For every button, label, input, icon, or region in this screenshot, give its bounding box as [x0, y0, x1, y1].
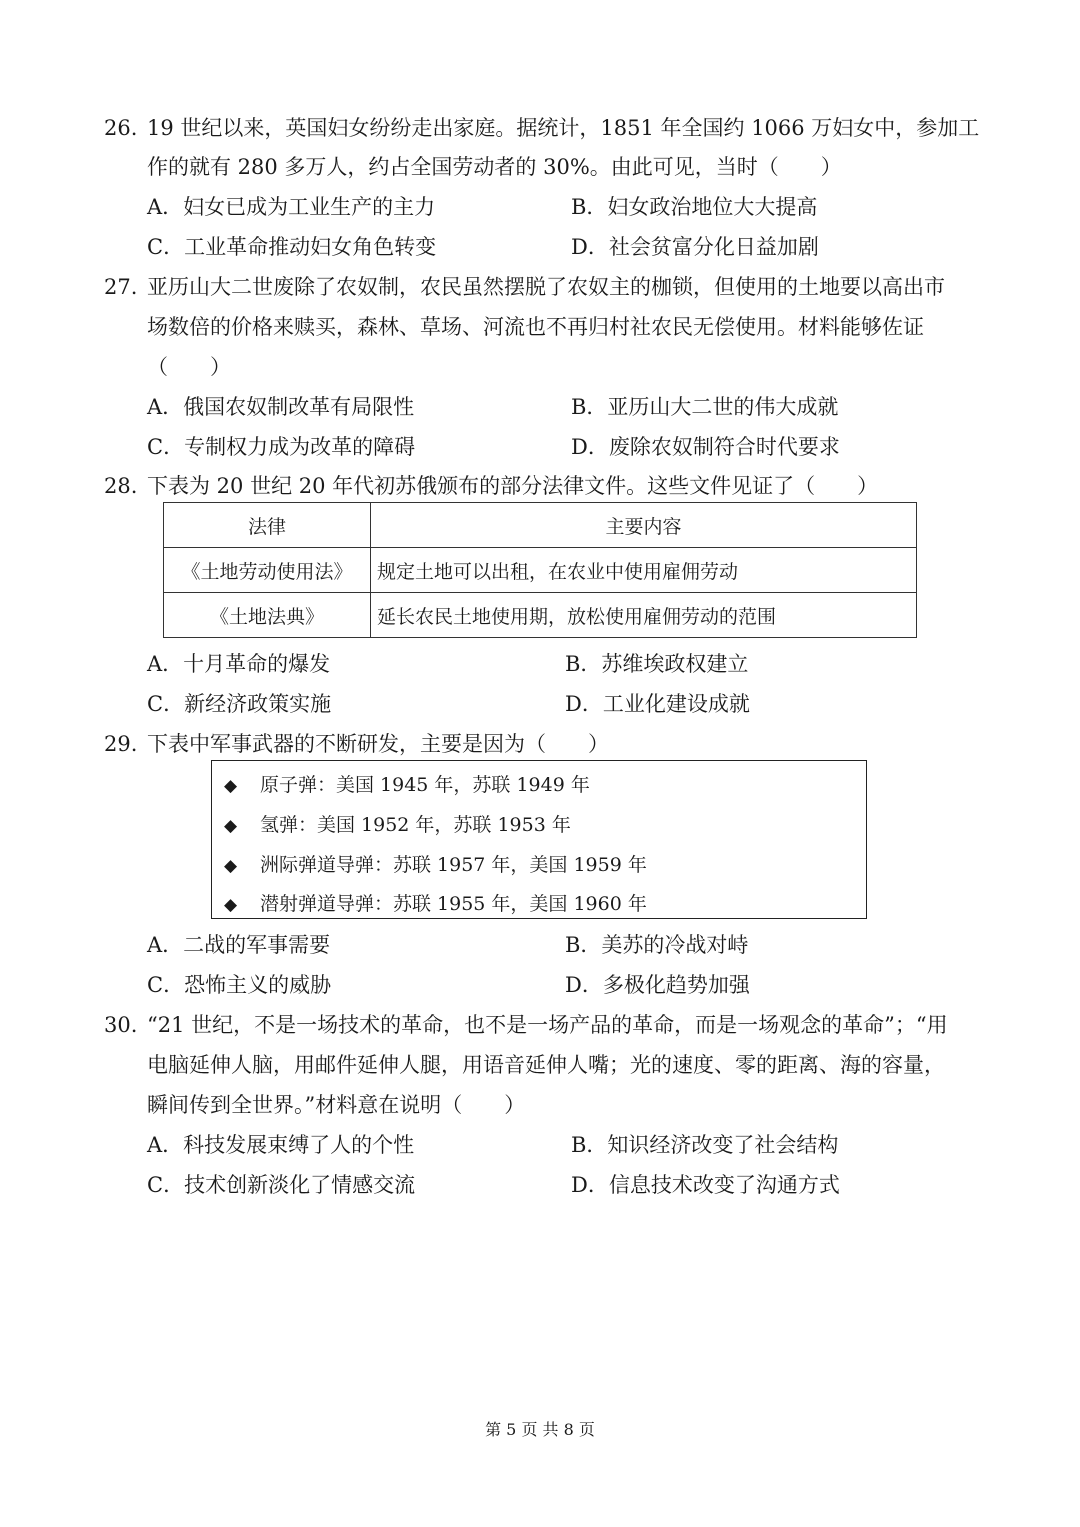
question-30-stem-line3: 瞬间传到全世界。”材料意在说明（ ）	[147, 1093, 526, 1117]
question-29-option-d: D．多极化趋势加强	[565, 973, 750, 997]
question-27-option-a: A．俄国农奴制改革有局限性	[147, 395, 415, 419]
diamond-bullet-icon: ◆	[224, 776, 238, 796]
question-28-option-c: C．新经济政策实施	[147, 692, 332, 716]
question-30-number: 30.	[104, 1013, 138, 1037]
question-30-option-d: D．信息技术改变了沟通方式	[571, 1173, 840, 1197]
diamond-bullet-icon: ◆	[224, 856, 238, 876]
question-28-stem-line1: 下表为 20 世纪 20 年代初苏俄颁布的部分法律文件。这些文件见证了（ ）	[147, 474, 879, 498]
question-29-option-a: A．二战的军事需要	[147, 933, 331, 957]
law-table-cell-content: 延长农民土地使用期，放松使用雇佣劳动的范围	[371, 593, 917, 638]
diamond-bullet-icon: ◆	[224, 816, 238, 836]
question-27-number: 27.	[104, 275, 138, 299]
law-table-header-row	[164, 503, 917, 548]
question-26-option-d: D．社会贫富分化日益加剧	[571, 235, 819, 259]
question-30-stem-line1: “21 世纪，不是一场技术的革命，也不是一场产品的革命，而是一场观念的革命”；“用	[147, 1013, 948, 1037]
question-29-option-c: C．恐怖主义的威胁	[147, 973, 332, 997]
law-table-cell-law: 《土地劳动使用法》	[164, 548, 371, 593]
law-table-row	[164, 548, 917, 593]
question-26-option-b: B．妇女政治地位大大提高	[571, 195, 818, 219]
question-28-option-d: D．工业化建设成就	[565, 692, 750, 716]
weapon-list-item	[224, 891, 647, 918]
question-29-number: 29.	[104, 732, 138, 756]
question-30-option-a: A．科技发展束缚了人的个性	[147, 1133, 415, 1157]
question-26-stem-line2: 作的就有 280 多万人，约占全国劳动者的 30%。由此可见，当时（ ）	[147, 155, 842, 179]
question-27-option-b: B．亚历山大二世的伟大成就	[571, 395, 839, 419]
weapon-item-text: 氢弹：美国 1952 年，苏联 1953 年	[260, 814, 571, 836]
question-30-option-b: B．知识经济改变了社会结构	[571, 1133, 839, 1157]
weapon-list-item	[224, 852, 647, 879]
question-29-option-b: B．美苏的冷战对峙	[565, 933, 749, 957]
diamond-bullet-icon: ◆	[224, 895, 238, 915]
question-28-option-a: A．十月革命的爆发	[147, 652, 331, 676]
question-27-stem-line3: （ ）	[147, 355, 231, 379]
question-26-option-c: C．工业革命推动妇女角色转变	[147, 235, 437, 259]
weapons-box	[211, 760, 867, 919]
question-29-stem-line1: 下表中军事武器的不断研发，主要是因为（ ）	[147, 732, 609, 756]
weapon-item-text: 原子弹：美国 1945 年，苏联 1949 年	[260, 774, 590, 796]
weapon-item-text: 洲际弹道导弹：苏联 1957 年，美国 1959 年	[260, 854, 647, 876]
weapon-item-text: 潜射弹道导弹：苏联 1955 年，美国 1960 年	[260, 893, 647, 915]
question-27-stem-line1: 亚历山大二世废除了农奴制，农民虽然摆脱了农奴主的枷锁，但使用的土地要以高出市	[147, 275, 945, 299]
question-26-option-a: A．妇女已成为工业生产的主力	[147, 195, 436, 219]
question-27-option-c: C．专制权力成为改革的障碍	[147, 435, 416, 459]
question-30-stem-line2: 电脑延伸人脑，用邮件延伸人腿，用语音延伸人嘴；光的速度、零的距离、海的容量，	[147, 1053, 945, 1077]
question-28-option-b: B．苏维埃政权建立	[565, 652, 749, 676]
weapon-list-item	[224, 772, 590, 799]
question-26-stem-line1: 19 世纪以来，英国妇女纷纷走出家庭。据统计，1851 年全国约 1066 万妇女中，参加工	[147, 116, 980, 140]
weapon-list-item	[224, 812, 571, 839]
law-table-row	[164, 593, 917, 638]
law-table-cell-law: 《土地法典》	[164, 593, 371, 638]
law-table-header-content: 主要内容	[371, 503, 917, 548]
page-number-footer: 第 5 页 共 8 页	[485, 1420, 595, 1439]
question-27-stem-line2: 场数倍的价格来赎买，森林、草场、河流也不再归村社农民无偿使用。材料能够佐证	[147, 315, 924, 339]
question-27-option-d: D．废除农奴制符合时代要求	[571, 435, 840, 459]
question-26-number: 26.	[104, 116, 138, 140]
law-table	[163, 502, 917, 638]
question-30-option-c: C．技术创新淡化了情感交流	[147, 1173, 416, 1197]
law-table-header-law: 法律	[164, 503, 371, 548]
question-28-number: 28.	[104, 474, 138, 498]
law-table-cell-content: 规定土地可以出租，在农业中使用雇佣劳动	[371, 548, 917, 593]
